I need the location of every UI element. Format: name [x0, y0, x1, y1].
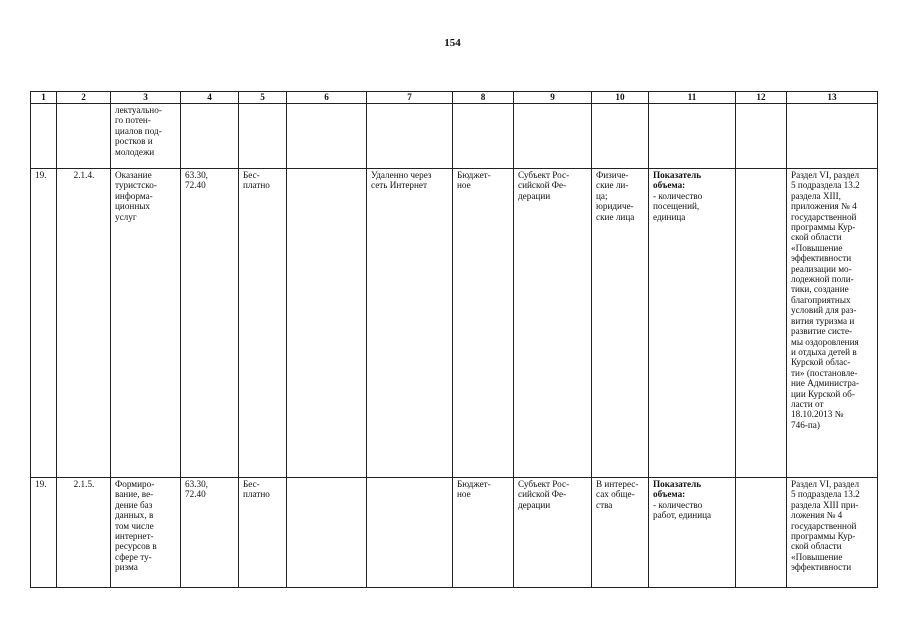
cell-col12 [736, 478, 787, 588]
cell-payment: Бес- платно [239, 478, 287, 588]
column-header: 11 [649, 92, 736, 104]
column-header: 8 [453, 92, 514, 104]
cell-service-name: Формиро- вание, ве- дение баз данных, в том числе интернет- ресурсов в сфере ту- ризма [111, 478, 181, 588]
cell-institution-type [453, 104, 514, 169]
column-header: 1 [31, 92, 57, 104]
page-number: 154 [444, 37, 461, 49]
cell-consumers: Физиче- ские ли- ца; юридиче- ские лица [592, 169, 649, 478]
cell-consumers: В интерес- сах обще- ства [592, 478, 649, 588]
cell-code: 2.1.5. [57, 478, 111, 588]
table-row [31, 478, 878, 588]
table-row [31, 169, 878, 478]
cell-legal-basis [787, 104, 878, 169]
cell-indicator [649, 478, 736, 588]
cell-service-name: Оказание туристско- информа- ционных услуг [111, 169, 181, 478]
cell-subject: Субъект Рос- сийской Фе- дерации [514, 478, 592, 588]
cell-service-name: лектуально- го потен- циалов под- ростков и молодежи [111, 104, 181, 169]
column-header: 7 [367, 92, 453, 104]
cell-payment [239, 104, 287, 169]
cell-code: 2.1.4. [57, 169, 111, 478]
column-header: 10 [592, 92, 649, 104]
cell-payment: Бес- платно [239, 169, 287, 478]
column-header: 12 [736, 92, 787, 104]
cell-col6 [287, 169, 367, 478]
column-header: 6 [287, 92, 367, 104]
indicator-text: - количество посещений, единица [653, 190, 703, 222]
cell-delivery-form [367, 478, 453, 588]
cell-institution-type: Бюджет- ное [453, 169, 514, 478]
indicator-text: - количество работ, единица [653, 499, 712, 521]
column-header: 9 [514, 92, 592, 104]
table-row [31, 104, 878, 169]
cell-delivery-form [367, 104, 453, 169]
indicator-title: Показатель объема: [653, 170, 702, 191]
cell-col6 [287, 104, 367, 169]
column-header: 4 [181, 92, 239, 104]
table-header-row [31, 92, 878, 104]
cell-delivery-form: Удаленно через сеть Интернет [367, 169, 453, 478]
cell-number [31, 104, 57, 169]
cell-consumers [592, 104, 649, 169]
cell-indicator [649, 104, 736, 169]
cell-okved [181, 104, 239, 169]
cell-institution-type: Бюджет- ное [453, 478, 514, 588]
cell-subject: Субъект Рос- сийской Фе- дерации [514, 169, 592, 478]
cell-number: 19. [31, 478, 57, 588]
column-header: 13 [787, 92, 878, 104]
cell-col12 [736, 169, 787, 478]
cell-number: 19. [31, 169, 57, 478]
cell-okved: 63.30, 72.40 [181, 169, 239, 478]
cell-col12 [736, 104, 787, 169]
cell-legal-basis: Раздел VI, раздел 5 подраздела 13.2 раздела XIII при- ложения № 4 государственной программы Кур- ской области «Повышение эффективности [787, 478, 878, 588]
column-header: 5 [239, 92, 287, 104]
cell-okved: 63.30, 72.40 [181, 478, 239, 588]
column-header: 2 [57, 92, 111, 104]
cell-legal-basis: Раздел VI, раздел 5 подраздела 13.2 раздела XIII, приложения № 4 государственной программы Кур- ской области «Повышение эффективности реализации мо- лодежной поли- тики, создание благоприятных условий для раз- вития туризма и развитие систе- мы оздоровления и отдыха детей в Курской облас- ти» (постановле- ние Администра- ции Курской об- ласти от 18.10.2013 № 746-па) [787, 169, 878, 478]
cell-col6 [287, 478, 367, 588]
cell-subject [514, 104, 592, 169]
indicator-title: Показатель объема: [653, 479, 702, 500]
column-header: 3 [111, 92, 181, 104]
cell-code [57, 104, 111, 169]
cell-indicator [649, 169, 736, 478]
services-table [30, 91, 878, 588]
